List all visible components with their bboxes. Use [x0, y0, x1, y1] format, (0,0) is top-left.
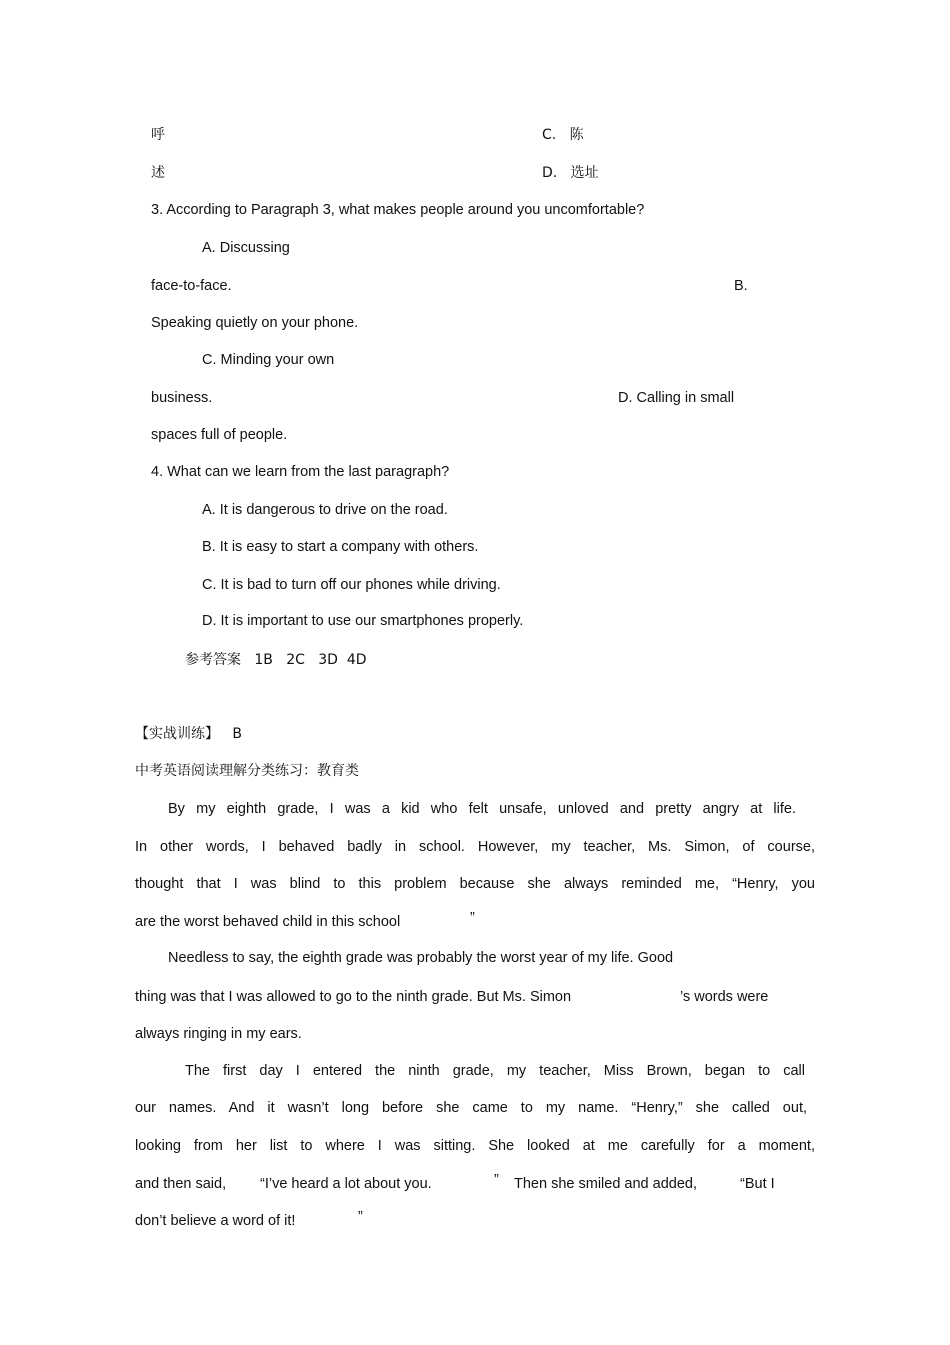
passage-p1-line3: thought that I was blind to this problem because she always reminded me, “Henry, you — [135, 876, 815, 892]
q3-question: 3. According to Paragraph 3, what makes people around you uncomfortable? — [151, 202, 645, 218]
passage-p2-line2-tail: ’s words were — [680, 989, 769, 1005]
q3-option-a: A. Discussing — [202, 240, 290, 256]
q3-option-d-cont: spaces full of people. — [151, 427, 288, 443]
passage-p2-line2: thing was that I was allowed to go to the ninth grade. But Ms. Simon — [135, 989, 572, 1005]
passage-p3-line4-e: “But I — [740, 1176, 775, 1192]
q3-option-a-cont: face-to-face. — [151, 278, 232, 294]
passage-p1-line1: By my eighth grade, I was a kid who felt unsafe, unloved and pretty angry at life. — [168, 801, 796, 817]
q3-option-c: C. Minding your own — [202, 352, 335, 368]
q2-option-d: D. 选址 — [542, 165, 599, 181]
q2-option-c: C. 陈 — [542, 127, 584, 143]
passage-p3-line4-quote: ” — [494, 1172, 499, 1188]
q4-option-c: C. It is bad to turn off our phones while driving. — [202, 577, 501, 593]
q4-option-d: D. It is important to use our smartphones properly. — [202, 613, 524, 629]
q4-question: 4. What can we learn from the last paragraph? — [151, 464, 450, 480]
passage-p3-line1: The first day I entered the ninth grade, my teacher, Miss Brown, began to call — [185, 1063, 805, 1079]
q4-option-b: B. It is easy to start a company with others. — [202, 539, 479, 555]
q2-line2-left: 述 — [151, 165, 165, 181]
passage-p2-line1: Needless to say, the eighth grade was probably the worst year of my life. Good — [168, 950, 674, 966]
passage-p2-line3: always ringing in my ears. — [135, 1026, 302, 1042]
passage-p1-close-quote: ” — [470, 910, 475, 926]
section-heading: 【实战训练】 B — [135, 726, 242, 742]
q2-line1-left: 呼 — [151, 127, 165, 143]
passage-p3-line3: looking from her list to where I was sitting. She looked at me carefully for a moment, — [135, 1138, 815, 1154]
answer-key: 参考答案 1B 2C 3D 4D — [185, 652, 367, 668]
q4-option-a: A. It is dangerous to drive on the road. — [202, 502, 448, 518]
q3-option-c-cont: business. — [151, 390, 213, 406]
passage-p1-line2: In other words, I behaved badly in school. However, my teacher, Ms. Simon, of course, — [135, 839, 815, 855]
passage-p3-line5: don’t believe a word of it! — [135, 1213, 296, 1229]
passage-p3-line2: our names. And it wasn’t long before she came to my name. “Henry,” she called out, — [135, 1100, 807, 1116]
passage-p3-close-quote: ” — [358, 1209, 363, 1225]
q3-option-b: Speaking quietly on your phone. — [151, 315, 359, 331]
passage-p3-line4-a: and then said, — [135, 1176, 227, 1192]
passage-p3-line4-b: “I’ve heard a lot about you. — [260, 1176, 432, 1192]
passage-p3-line4-d: Then she smiled and added, — [514, 1176, 697, 1192]
section-subheading: 中考英语阅读理解分类练习：教育类 — [135, 763, 359, 779]
passage-p1-line4: are the worst behaved child in this school — [135, 914, 401, 930]
q3-option-d: D. Calling in small — [618, 390, 735, 406]
q3-option-b-label: B. — [734, 278, 748, 294]
